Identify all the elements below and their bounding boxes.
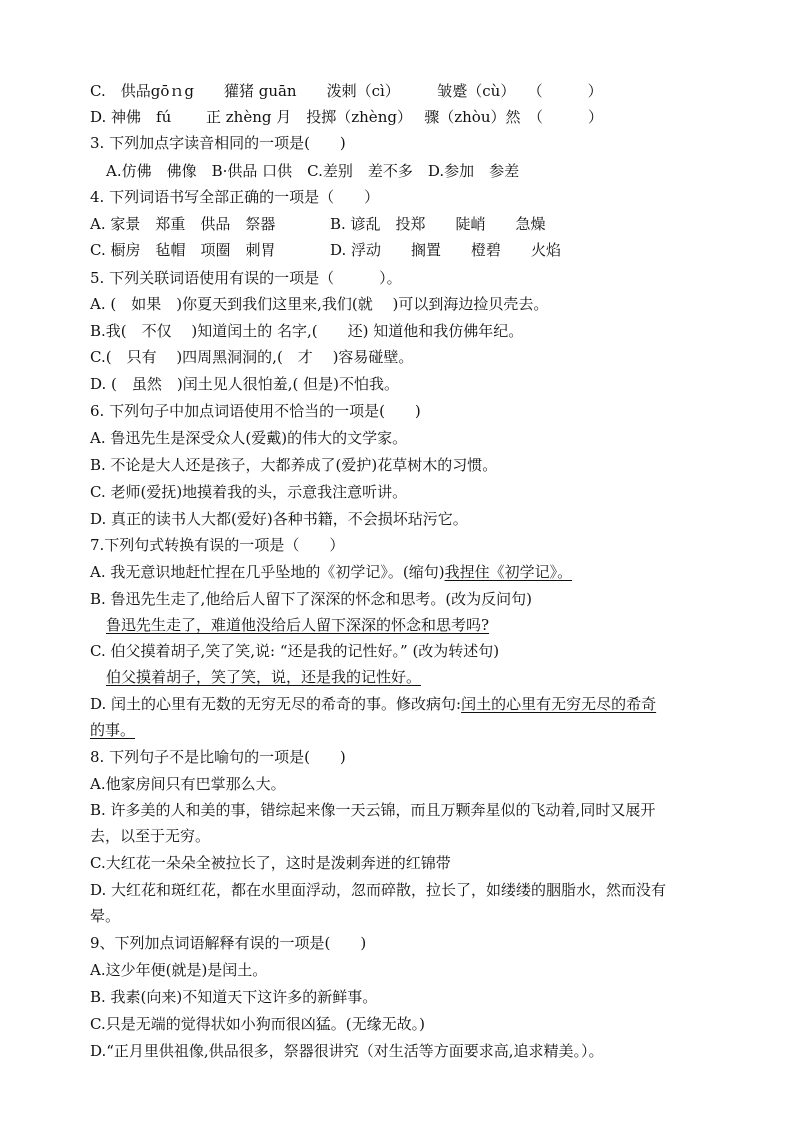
q6-option-c: C. 老师(爱抚)地摸着我的头，示意我注意听讲。 bbox=[90, 483, 408, 501]
q8-option-d-cont: 晕。 bbox=[90, 907, 121, 925]
q2-option-c: C. 供品gōｎg 獾猪 guān 泼剌（cì） 皱蹙（cù） （ ） bbox=[90, 82, 603, 100]
q5-option-d: D. ( 虽然 )闰土见人很怕羞,( 但是)不怕我。 bbox=[90, 375, 399, 393]
question-9: 9、下列加点词语解释有误的一项是( ) bbox=[90, 934, 367, 952]
q6-option-d: D. 真正的读书人大都(爱好)各种书籍，不会损坏玷污它。 bbox=[90, 510, 468, 528]
q8-option-a: A.他家房间只有巴掌那么大。 bbox=[90, 775, 286, 793]
q8-option-b: B. 许多美的人和美的事，错综起来像一天云锦，而且万颗奔星似的飞动着,同时又展开 bbox=[90, 801, 656, 819]
q5-option-c: C.( 只有 )四周黑洞洞的,( 才 )容易碰壁。 bbox=[90, 348, 414, 366]
q7-option-a bbox=[90, 559, 720, 585]
q7-option-b: B. 鲁迅先生走了,他给后人留下了深深的怀念和思考。(改为反问句) bbox=[90, 590, 533, 608]
q7-option-d-text: D. 闰土的心里有无数的无穷无尽的希奇的事。修改病句: bbox=[90, 695, 462, 713]
q7-option-a-text: A. 我无意识地赶忙捏在几乎坠地的《初学记》。(缩句) bbox=[90, 563, 445, 581]
q9-option-d: D.“正月里供祖像,供品很多，祭器很讲究（对生活等方面要求高,追求精美。）。 bbox=[90, 1042, 604, 1060]
question-3-options: A.仿佛 佛像 B·供品 口供 C.差别 差不多 D.参加 参差 bbox=[106, 162, 520, 180]
q6-option-a: A. 鲁迅先生是深受众人(爱戴)的伟大的文学家。 bbox=[90, 429, 408, 447]
q4-option-d: D. 浮动 搁置 橙碧 火焰 bbox=[330, 241, 562, 259]
q4-option-c: C. 橱房 毡帽 项圈 刺胃 bbox=[90, 241, 276, 259]
q9-option-a: A.这少年便(就是)是闰土。 bbox=[90, 961, 268, 979]
q5-option-b: B.我( 不仅 )知道闰土的 名字,( 还) 知道他和我仿佛年纪。 bbox=[90, 322, 524, 340]
q7-option-b-answer: 鲁迅先生走了，难道他没给后人留下深深的怀念和思考吗? bbox=[106, 616, 490, 634]
q7-option-d bbox=[90, 691, 720, 717]
question-3: 3. 下列加点字读音相同的一项是( ) bbox=[90, 134, 346, 152]
q9-option-c: C.只是无端的觉得状如小狗而很凶猛。(无缘无故。) bbox=[90, 1015, 425, 1033]
q7-option-d-answer: 闰土的心里有无穷无尽的希奇 bbox=[461, 695, 657, 713]
q6-option-b: B. 不论是大人还是孩子，大都养成了(爱护)花草树木的习惯。 bbox=[90, 456, 498, 474]
question-5: 5. 下列关联词语使用有误的一项是（ ）。 bbox=[90, 269, 402, 287]
q8-option-b-cont: 去，以至于无穷。 bbox=[90, 827, 211, 845]
question-4: 4. 下列词语书写全部正确的一项是（ ） bbox=[90, 188, 380, 206]
question-7: 7.下列句式转换有误的一项是（ ） bbox=[90, 536, 345, 554]
q8-option-c: C.大红花一朵朵全被拉长了，这时是泼刺奔迸的红锦带 bbox=[90, 854, 451, 872]
q5-option-a: A. ( 如果 )你夏天到我们这里来,我们(就 )可以到海边捡贝壳去。 bbox=[90, 295, 549, 313]
q9-option-b: B. 我素(向来)不知道天下这许多的新鲜事。 bbox=[90, 988, 378, 1006]
q7-option-a-answer: 我捏住《初学记》。 bbox=[444, 563, 573, 581]
q4-option-b: B. 谚乱 投郑 陡峭 急燥 bbox=[330, 215, 546, 233]
q4-option-a: A. 家景 郑重 供品 祭器 bbox=[90, 215, 276, 233]
q8-option-d: D. 大红花和斑红花，都在水里面浮动，忽而碎散，拉长了，如缕缕的胭脂水，然而没有 bbox=[90, 881, 667, 899]
q7-option-d-answer-cont: 的事。 bbox=[90, 721, 136, 739]
q7-option-c: C. 伯父摸着胡子,笑了笑,说: “还是我的记性好。” (改为转述句) bbox=[90, 642, 500, 660]
question-6: 6. 下列句子中加点词语使用不恰当的一项是( ) bbox=[90, 402, 421, 420]
q7-option-c-answer: 伯父摸着胡子，笑了笑，说，还是我的记性好。 bbox=[106, 668, 422, 686]
question-8: 8. 下列句子不是比喻句的一项是( ) bbox=[90, 748, 346, 766]
q2-option-d: D. 神佛 fú 正 zhèng 月 投掷（zhèng） 骤（zhòu）然 （ ） bbox=[90, 108, 603, 126]
